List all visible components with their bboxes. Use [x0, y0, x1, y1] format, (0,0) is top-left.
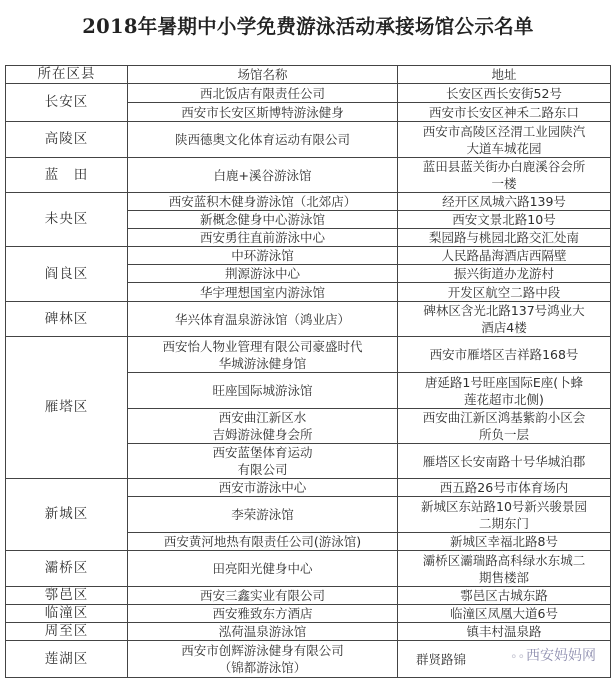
address-cell: 开发区航空二路中段: [398, 283, 611, 302]
venue-cell: 李荣游泳馆: [128, 497, 398, 533]
venue-cell: [128, 409, 398, 444]
address-line: 所负一层: [478, 427, 529, 442]
address-line: 灞桥区灞瑞路高科绿水东城二: [422, 552, 586, 568]
table-row: [6, 623, 611, 641]
venue-cell: 旺座国际城游泳馆: [128, 373, 398, 409]
address-line: 大道车城花园: [466, 140, 542, 156]
district-cell: 临潼区: [6, 605, 128, 623]
district-cell: 莲湖区: [6, 641, 128, 678]
venue-cell: 陕西德奥文化体育运动有限公司: [128, 122, 398, 158]
table-row: [6, 84, 611, 103]
address-cell: [398, 302, 611, 337]
venue-line: 西安曲江新区水: [218, 410, 307, 425]
table-row: [6, 337, 611, 373]
venue-cell: 西安市长安区斯博特游泳健身: [128, 103, 398, 122]
address-line: 西安曲江新区鸿基紫韵小区会: [422, 410, 586, 425]
address-cell: 群贤路锦: [398, 641, 611, 678]
table-row: [6, 587, 611, 605]
table-header-row: [6, 66, 611, 84]
district-cell: 新城区: [6, 479, 128, 551]
watermark: [508, 645, 598, 665]
table-row: [6, 302, 611, 337]
address-cell: [398, 497, 611, 533]
address-line: 二期东门: [478, 515, 529, 531]
venue-cell: 新概念健身中心游泳馆: [128, 211, 398, 229]
district-cell: 长安区: [6, 84, 128, 122]
wechat-icon: ∘∘: [510, 649, 526, 663]
address-cell: 西安市长安区神禾二路东口: [398, 103, 611, 122]
district-cell: 未央区: [6, 193, 128, 247]
address-cell: 镇丰村温泉路: [398, 623, 611, 641]
address-cell: 临潼区凤凰大道6号: [398, 605, 611, 623]
address-cell: 新城区幸福北路8号: [398, 533, 611, 551]
watermark-text: 西安妈妈网: [526, 648, 597, 664]
address-line: 期售楼部: [478, 569, 529, 585]
venue-cell: 中环游泳馆: [128, 247, 398, 265]
address-line: 一楼: [491, 176, 517, 191]
header-address: 地址: [398, 66, 611, 84]
address-cell: 西安文景北路10号: [398, 211, 611, 229]
page-title: 2018年暑期中小学免费游泳活动承接场馆公示名单: [82, 15, 534, 38]
table-row: [6, 479, 611, 497]
venue-cell: 西北饭店有限责任公司: [128, 84, 398, 103]
venue-cell: 西安三鑫实业有限公司: [128, 587, 398, 605]
venue-cell: 西安市游泳中心: [128, 479, 398, 497]
address-cell: 西安市雁塔区吉祥路168号: [398, 337, 611, 373]
venue-line: 西安蓝堡体育运动: [212, 445, 313, 460]
venue-cell: 西安黄河地热有限责任公司(游泳馆): [128, 533, 398, 551]
venue-cell: 西安勇往直前游泳中心: [128, 229, 398, 247]
venue-line: 华城游泳健身馆: [218, 355, 307, 371]
venue-cell: [128, 337, 398, 373]
address-cell: 经开区凤城六路139号: [398, 193, 611, 211]
address-cell: [398, 373, 611, 409]
district-cell: 阎良区: [6, 247, 128, 302]
header-district: 所在区县: [6, 66, 128, 84]
venue-cell: 西安雅致东方酒店: [128, 605, 398, 623]
venue-cell: [128, 444, 398, 479]
venue-line: 有限公司: [237, 462, 288, 477]
address-cell: [398, 551, 611, 587]
address-line: 唐延路1号旺座国际E座(卜蜂: [424, 374, 584, 390]
address-line: 酒店4楼: [481, 320, 527, 335]
district-cell: 雁塔区: [6, 337, 128, 479]
table-row: [6, 122, 611, 158]
venue-cell: 西安蓝积木健身游泳馆（北郊店）: [128, 193, 398, 211]
district-cell: 鄠邑区: [6, 587, 128, 605]
venue-cell: 华宇理想国室内游泳馆: [128, 283, 398, 302]
address-line: 莲花超市北侧): [464, 391, 544, 407]
address-line: 新城区东站路10号新兴骏景园: [421, 498, 587, 514]
address-line: 西安市高陵区泾渭工业园陕汽: [422, 123, 586, 139]
address-cell: 鄠邑区古城东路: [398, 587, 611, 605]
table-row: [6, 193, 611, 211]
header-venue: 场馆名称: [128, 66, 398, 84]
table-row: [6, 158, 611, 193]
address-cell: 长安区西长安街52号: [398, 84, 611, 103]
address-cell: 雁塔区长安南路十号华城泊郡: [398, 444, 611, 479]
address-line: 蓝田县蓝关街办白鹿溪谷会所: [422, 159, 586, 174]
address-cell: [398, 158, 611, 193]
venue-cell: 华兴体育温泉游泳馆（鸿业店）: [128, 302, 398, 337]
table-row: [6, 247, 611, 265]
address-cell: 振兴街道办龙游村: [398, 265, 611, 283]
venue-cell: 白鹿+溪谷游泳馆: [128, 158, 398, 193]
district-cell: 高陵区: [6, 122, 128, 158]
venue-line: 西安怡人物业管理有限公司豪盛时代: [162, 338, 363, 354]
table-row: [6, 605, 611, 623]
address-cell: 人民路晶海酒店西隔壁: [398, 247, 611, 265]
address-line: 碑林区含光北路137号鸿业大: [423, 303, 585, 318]
district-cell: 灞桥区: [6, 551, 128, 587]
address-cell: [398, 409, 611, 444]
table-row: [6, 551, 611, 587]
venue-line: 西安市创辉游泳健身有限公司: [181, 643, 344, 658]
address-cell: 梨园路与桃园北路交汇处南: [398, 229, 611, 247]
venue-line: 吉姆游泳健身会所: [212, 427, 313, 442]
venue-cell: [128, 641, 398, 678]
venue-table: [5, 65, 611, 678]
venue-cell: 田亮阳光健身中心: [128, 551, 398, 587]
address-cell: [398, 122, 611, 158]
address-cell: 西五路26号市体育场内: [398, 479, 611, 497]
district-cell: 碑林区: [6, 302, 128, 337]
venue-cell: 泓荷温泉游泳馆: [128, 623, 398, 641]
district-cell: 蓝 田: [6, 158, 128, 193]
venue-cell: 荆源游泳中心: [128, 265, 398, 283]
venue-line: （锦都游泳馆）: [218, 660, 307, 675]
district-cell: 周至区: [6, 623, 128, 641]
